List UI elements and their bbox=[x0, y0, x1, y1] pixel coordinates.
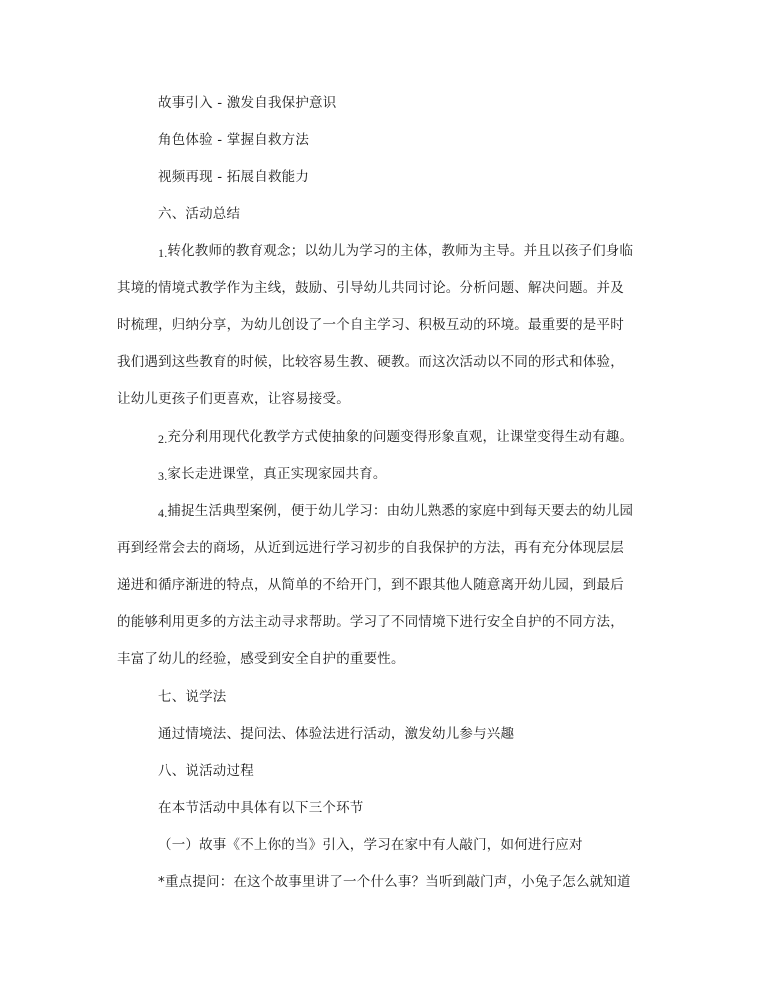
item-number-4: 4. bbox=[158, 506, 168, 520]
item-number-2: 2. bbox=[158, 432, 168, 446]
summary-item-4-line-2: 再到经常会去的商场，从近到远进行学习初步的自我保护的方法，再有充分体现层层 bbox=[117, 540, 624, 556]
summary-item-1-line-1: 1.转化教师的教育观念；以幼儿为学习的主体，教师为主导。并且以孩子们身临 bbox=[158, 243, 634, 260]
activity-step-1-heading: （一）故事《不上你的当》引入，学习在家中有人敲门，如何进行应对 bbox=[158, 837, 583, 853]
learning-methods-text: 通过情境法、提问法、体验法进行活动，激发幼儿参与兴趣 bbox=[158, 726, 515, 742]
summary-item-4-line-4: 的能够利用更多的方法主动寻求帮助。学习了不同情境下进行安全自护的不同方法， bbox=[117, 614, 624, 630]
summary-item-1-line-3: 时梳理，归纳分享，为幼儿创设了一个自主学习、积极互动的环境。最重要的是平时 bbox=[117, 317, 624, 333]
section-heading-activity-process: 八、说活动过程 bbox=[158, 763, 254, 779]
outline-item-role-experience: 角色体验 - 掌握自救方法 bbox=[158, 132, 310, 148]
activity-process-intro: 在本节活动中具体有以下三个环节 bbox=[158, 800, 364, 816]
asterisk-marker: * bbox=[158, 874, 165, 890]
summary-item-1-line-2: 其境的情境式教学作为主线，鼓励、引导幼儿共同讨论。分析问题、解决问题。并及 bbox=[117, 280, 624, 296]
key-question-line: *重点提问：在这个故事里讲了一个什么事？当听到敲门声，小兔子怎么就知道 bbox=[158, 874, 631, 890]
section-heading-learning-methods: 七、说学法 bbox=[158, 689, 227, 705]
section-heading-summary: 六、活动总结 bbox=[158, 206, 241, 222]
item-number-3: 3. bbox=[158, 469, 168, 483]
summary-item-3: 3.家长走进课堂，真正实现家园共育。 bbox=[158, 466, 387, 483]
summary-item-2: 2.充分利用现代化教学方式使抽象的问题变得形象直观，让课堂变得生动有趣。 bbox=[158, 429, 634, 446]
outline-item-video-replay: 视频再现 - 拓展自救能力 bbox=[158, 169, 310, 185]
summary-item-4-line-3: 递进和循序渐进的特点，从简单的不给开门，到不跟其他人随意离开幼儿园，到最后 bbox=[117, 577, 624, 593]
summary-item-1-line-4: 我们遇到这些教育的时候，比较容易生教、硬教。而这次活动以不同的形式和体验， bbox=[117, 354, 624, 370]
item-number-1: 1. bbox=[158, 246, 168, 260]
summary-item-4-line-5: 丰富了幼儿的经验，感受到安全自护的重要性。 bbox=[117, 651, 405, 667]
summary-item-1-line-5: 让幼儿更孩子们更喜欢，让容易接受。 bbox=[117, 391, 350, 407]
summary-item-4-line-1: 4.捕捉生活典型案例，便于幼儿学习：由幼儿熟悉的家庭中到每天要去的幼儿园 bbox=[158, 503, 634, 520]
outline-item-story-intro: 故事引入 - 激发自我保护意识 bbox=[158, 95, 337, 111]
